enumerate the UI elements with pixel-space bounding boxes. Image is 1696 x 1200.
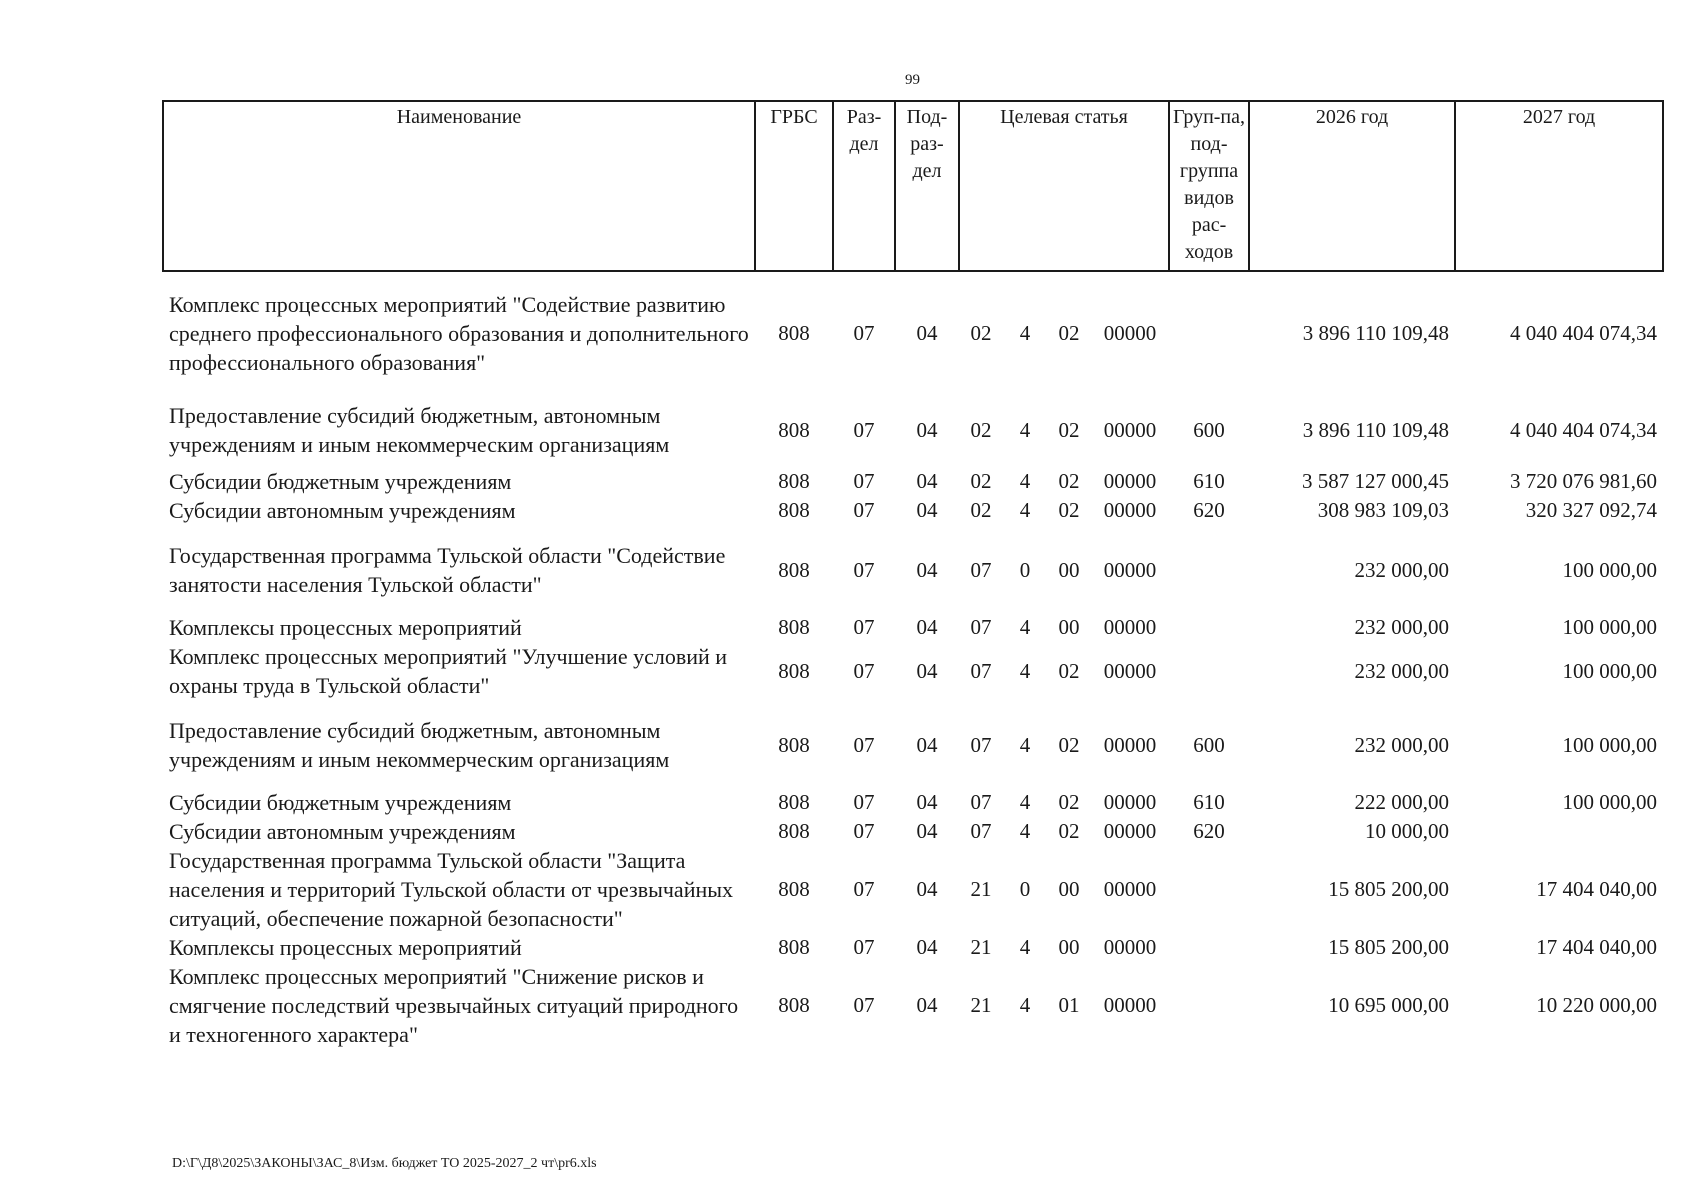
cell-grbs: 808 (778, 877, 810, 901)
cell-2027: 17 404 040,00 (1536, 935, 1658, 959)
cell-razdel: 07 (853, 732, 875, 757)
row-spacer (163, 525, 1663, 541)
cell-podrazdel: 04 (916, 658, 938, 683)
table-row (163, 716, 1663, 774)
cell-target-2: 4 (1019, 993, 1031, 1017)
cell-razdel: 07 (853, 658, 875, 683)
cell-grbs: 808 (778, 417, 810, 442)
cell-target-4: 00000 (1103, 658, 1157, 683)
table-row (163, 846, 1663, 933)
table-header (163, 101, 1663, 271)
cell-target-1: 21 (970, 877, 992, 901)
cell-target-3: 00 (1058, 557, 1080, 582)
header-razdel: Раз-дел (833, 101, 895, 271)
cell-target-4: 00000 (1103, 615, 1157, 639)
cell-target-4: 00000 (1103, 935, 1157, 959)
cell-podrazdel: 04 (916, 498, 938, 522)
cell-target-2: 4 (1019, 935, 1031, 959)
cell-podrazdel: 04 (916, 819, 938, 843)
cell-2027: 100 000,00 (1562, 790, 1658, 814)
cell-target-4: 00000 (1103, 877, 1157, 901)
cell-target-2: 4 (1019, 469, 1031, 493)
cell-razdel: 07 (853, 615, 875, 639)
header-grbs: ГРБС (755, 101, 833, 271)
cell-podrazdel: 04 (916, 615, 938, 639)
cell-target-1: 07 (970, 732, 992, 757)
cell-target-3: 00 (1058, 935, 1080, 959)
page-number: 99 (905, 72, 920, 88)
cell-target-2: 4 (1019, 790, 1031, 814)
cell-grbs: 808 (778, 498, 810, 522)
cell-target-3: 00 (1058, 615, 1080, 639)
cell-vid: 610 (1193, 469, 1225, 493)
cell-grbs: 808 (778, 321, 810, 345)
cell-grbs: 808 (778, 993, 810, 1017)
cell-grbs: 808 (778, 557, 810, 582)
row-spacer (163, 377, 1663, 401)
cell-name: Комплекс процессных мероприятий "Снижение рисков и смягчение последствий чрезвычайных ситуаций природного и техногенного характера" (169, 964, 739, 1047)
cell-target-1: 07 (970, 557, 992, 582)
cell-target-4: 00000 (1103, 498, 1157, 522)
cell-name: Субсидии автономным учреждениям (169, 819, 516, 844)
header-2026: 2026 год (1249, 101, 1455, 271)
cell-vid: 600 (1193, 417, 1225, 442)
cell-vid (1169, 933, 1249, 962)
cell-razdel: 07 (853, 935, 875, 959)
table-body (163, 271, 1663, 1059)
table-row (163, 541, 1663, 599)
cell-target-1: 07 (970, 819, 992, 843)
cell-2026: 10 000,00 (1365, 819, 1450, 843)
cell-2027: 100 000,00 (1562, 557, 1658, 582)
cell-2027: 100 000,00 (1562, 615, 1658, 639)
cell-2027: 3 720 076 981,60 (1510, 469, 1658, 493)
cell-target-3: 02 (1058, 732, 1080, 757)
cell-target-2: 4 (1019, 498, 1031, 522)
table-row (163, 933, 1663, 962)
cell-vid: 620 (1193, 498, 1225, 522)
cell-grbs: 808 (778, 658, 810, 683)
cell-name: Комплекс процессных мероприятий "Улучшение условий и охраны труда в Тульской области" (169, 644, 728, 698)
cell-razdel: 07 (853, 417, 875, 442)
cell-target-2: 4 (1019, 321, 1031, 345)
cell-name: Комплексы процессных мероприятий (169, 615, 522, 640)
row-spacer (163, 599, 1663, 613)
cell-target-3: 02 (1058, 819, 1080, 843)
cell-razdel: 07 (853, 790, 875, 814)
cell-target-1: 02 (970, 469, 992, 493)
row-spacer (163, 774, 1663, 788)
table-row (163, 642, 1663, 700)
cell-podrazdel: 04 (916, 469, 938, 493)
cell-2026: 232 000,00 (1354, 615, 1450, 639)
budget-table (162, 100, 1664, 1059)
cell-vid (1169, 642, 1249, 700)
cell-podrazdel: 04 (916, 935, 938, 959)
cell-name: Предоставление субсидий бюджетным, автономным учреждениям и иным некоммерческим организациям (169, 403, 670, 457)
cell-target-2: 4 (1019, 819, 1031, 843)
cell-vid (1169, 962, 1249, 1049)
row-spacer (163, 459, 1663, 467)
cell-2027: 10 220 000,00 (1536, 993, 1658, 1017)
cell-target-3: 02 (1058, 498, 1080, 522)
cell-razdel: 07 (853, 557, 875, 582)
cell-podrazdel: 04 (916, 557, 938, 582)
cell-vid: 600 (1193, 732, 1225, 757)
cell-target-3: 02 (1058, 790, 1080, 814)
cell-2026: 308 983 109,03 (1317, 498, 1450, 522)
cell-podrazdel: 04 (916, 790, 938, 814)
cell-grbs: 808 (778, 790, 810, 814)
cell-razdel: 07 (853, 498, 875, 522)
cell-2027: 100 000,00 (1562, 658, 1658, 683)
cell-name: Субсидии автономным учреждениям (169, 498, 516, 523)
cell-target-3: 02 (1058, 321, 1080, 345)
cell-razdel: 07 (853, 819, 875, 843)
cell-2026: 222 000,00 (1354, 790, 1450, 814)
cell-target-3: 01 (1058, 993, 1080, 1017)
cell-grbs: 808 (778, 469, 810, 493)
cell-podrazdel: 04 (916, 877, 938, 901)
cell-target-1: 21 (970, 935, 992, 959)
cell-podrazdel: 04 (916, 732, 938, 757)
header-2027: 2027 год (1455, 101, 1663, 271)
cell-target-3: 02 (1058, 417, 1080, 442)
footer-file-path: D:\Г\Д8\2025\ЗАКОНЫ\ЗАС_8\Изм. бюджет ТО 2025-2027_2 чт\pr6.xls (172, 1156, 597, 1171)
cell-target-4: 00000 (1103, 993, 1157, 1017)
cell-target-3: 00 (1058, 877, 1080, 901)
cell-name: Предоставление субсидий бюджетным, автономным учреждениям и иным некоммерческим организациям (169, 718, 670, 772)
cell-razdel: 07 (853, 321, 875, 345)
cell-name: Комплекс процессных мероприятий "Содействие развитию среднего профессионального образования и дополнительного профессионального образования" (169, 292, 749, 375)
cell-target-4: 00000 (1103, 417, 1157, 442)
cell-target-1: 02 (970, 498, 992, 522)
table-row (163, 496, 1663, 525)
cell-target-1: 07 (970, 790, 992, 814)
cell-name: Государственная программа Тульской области "Содействие занятости населения Тульской области" (169, 543, 726, 597)
cell-grbs: 808 (778, 732, 810, 757)
cell-target-2: 4 (1019, 615, 1031, 639)
cell-target-2: 0 (1019, 557, 1031, 582)
cell-2027: 100 000,00 (1562, 732, 1658, 757)
cell-2026: 232 000,00 (1354, 658, 1450, 683)
cell-target-2: 4 (1019, 658, 1031, 683)
cell-2027: 320 327 092,74 (1525, 498, 1658, 522)
table-row (163, 401, 1663, 459)
cell-vid (1169, 613, 1249, 642)
cell-2026: 15 805 200,00 (1328, 877, 1450, 901)
table-row (163, 788, 1663, 817)
cell-target-2: 4 (1019, 732, 1031, 757)
cell-2027: 4 040 404 074,34 (1510, 417, 1658, 442)
cell-2026: 232 000,00 (1354, 732, 1450, 757)
cell-2027: 4 040 404 074,34 (1510, 321, 1658, 345)
row-spacer (163, 1049, 1663, 1059)
cell-2027 (1455, 817, 1663, 846)
cell-razdel: 07 (853, 993, 875, 1017)
cell-name: Субсидии бюджетным учреждениям (169, 790, 512, 815)
cell-target-1: 07 (970, 658, 992, 683)
row-spacer (163, 271, 1663, 290)
table-row (163, 817, 1663, 846)
cell-2026: 3 896 110 109,48 (1302, 417, 1450, 442)
cell-target-2: 4 (1019, 417, 1031, 442)
cell-podrazdel: 04 (916, 993, 938, 1017)
cell-grbs: 808 (778, 819, 810, 843)
cell-2026: 15 805 200,00 (1328, 935, 1450, 959)
cell-target-4: 00000 (1103, 321, 1157, 345)
cell-2027: 17 404 040,00 (1536, 877, 1658, 901)
cell-podrazdel: 04 (916, 321, 938, 345)
header-target: Целевая статья (959, 101, 1169, 271)
cell-name: Субсидии бюджетным учреждениям (169, 469, 512, 494)
table-row (163, 290, 1663, 377)
header-name: Наименование (163, 101, 755, 271)
cell-target-4: 00000 (1103, 819, 1157, 843)
cell-2026: 3 896 110 109,48 (1302, 321, 1450, 345)
cell-vid (1169, 846, 1249, 933)
cell-target-4: 00000 (1103, 732, 1157, 757)
cell-name: Государственная программа Тульской области "Защита населения и территорий Тульской области от чрезвычайных ситуаций, обеспечение пожарной безопасности" (169, 848, 734, 931)
cell-razdel: 07 (853, 877, 875, 901)
table-row (163, 613, 1663, 642)
header-vid: Груп-па, под-группа видов рас-ходов (1169, 101, 1249, 271)
cell-grbs: 808 (778, 615, 810, 639)
cell-target-1: 02 (970, 417, 992, 442)
header-podrazdel: Под-раз-дел (895, 101, 959, 271)
cell-vid (1169, 290, 1249, 377)
cell-target-3: 02 (1058, 658, 1080, 683)
cell-target-4: 00000 (1103, 557, 1157, 582)
row-spacer (163, 700, 1663, 716)
cell-vid (1169, 541, 1249, 599)
cell-vid: 620 (1193, 819, 1225, 843)
table-row (163, 467, 1663, 496)
cell-grbs: 808 (778, 935, 810, 959)
cell-target-4: 00000 (1103, 790, 1157, 814)
cell-2026: 10 695 000,00 (1328, 993, 1450, 1017)
cell-target-2: 0 (1019, 877, 1031, 901)
cell-vid: 610 (1193, 790, 1225, 814)
cell-target-1: 21 (970, 993, 992, 1017)
cell-2026: 3 587 127 000,45 (1302, 469, 1450, 493)
cell-name: Комплексы процессных мероприятий (169, 935, 522, 960)
cell-2026: 232 000,00 (1354, 557, 1450, 582)
cell-target-1: 07 (970, 615, 992, 639)
cell-target-3: 02 (1058, 469, 1080, 493)
cell-podrazdel: 04 (916, 417, 938, 442)
cell-razdel: 07 (853, 469, 875, 493)
cell-target-4: 00000 (1103, 469, 1157, 493)
cell-target-1: 02 (970, 321, 992, 345)
table-row (163, 962, 1663, 1049)
